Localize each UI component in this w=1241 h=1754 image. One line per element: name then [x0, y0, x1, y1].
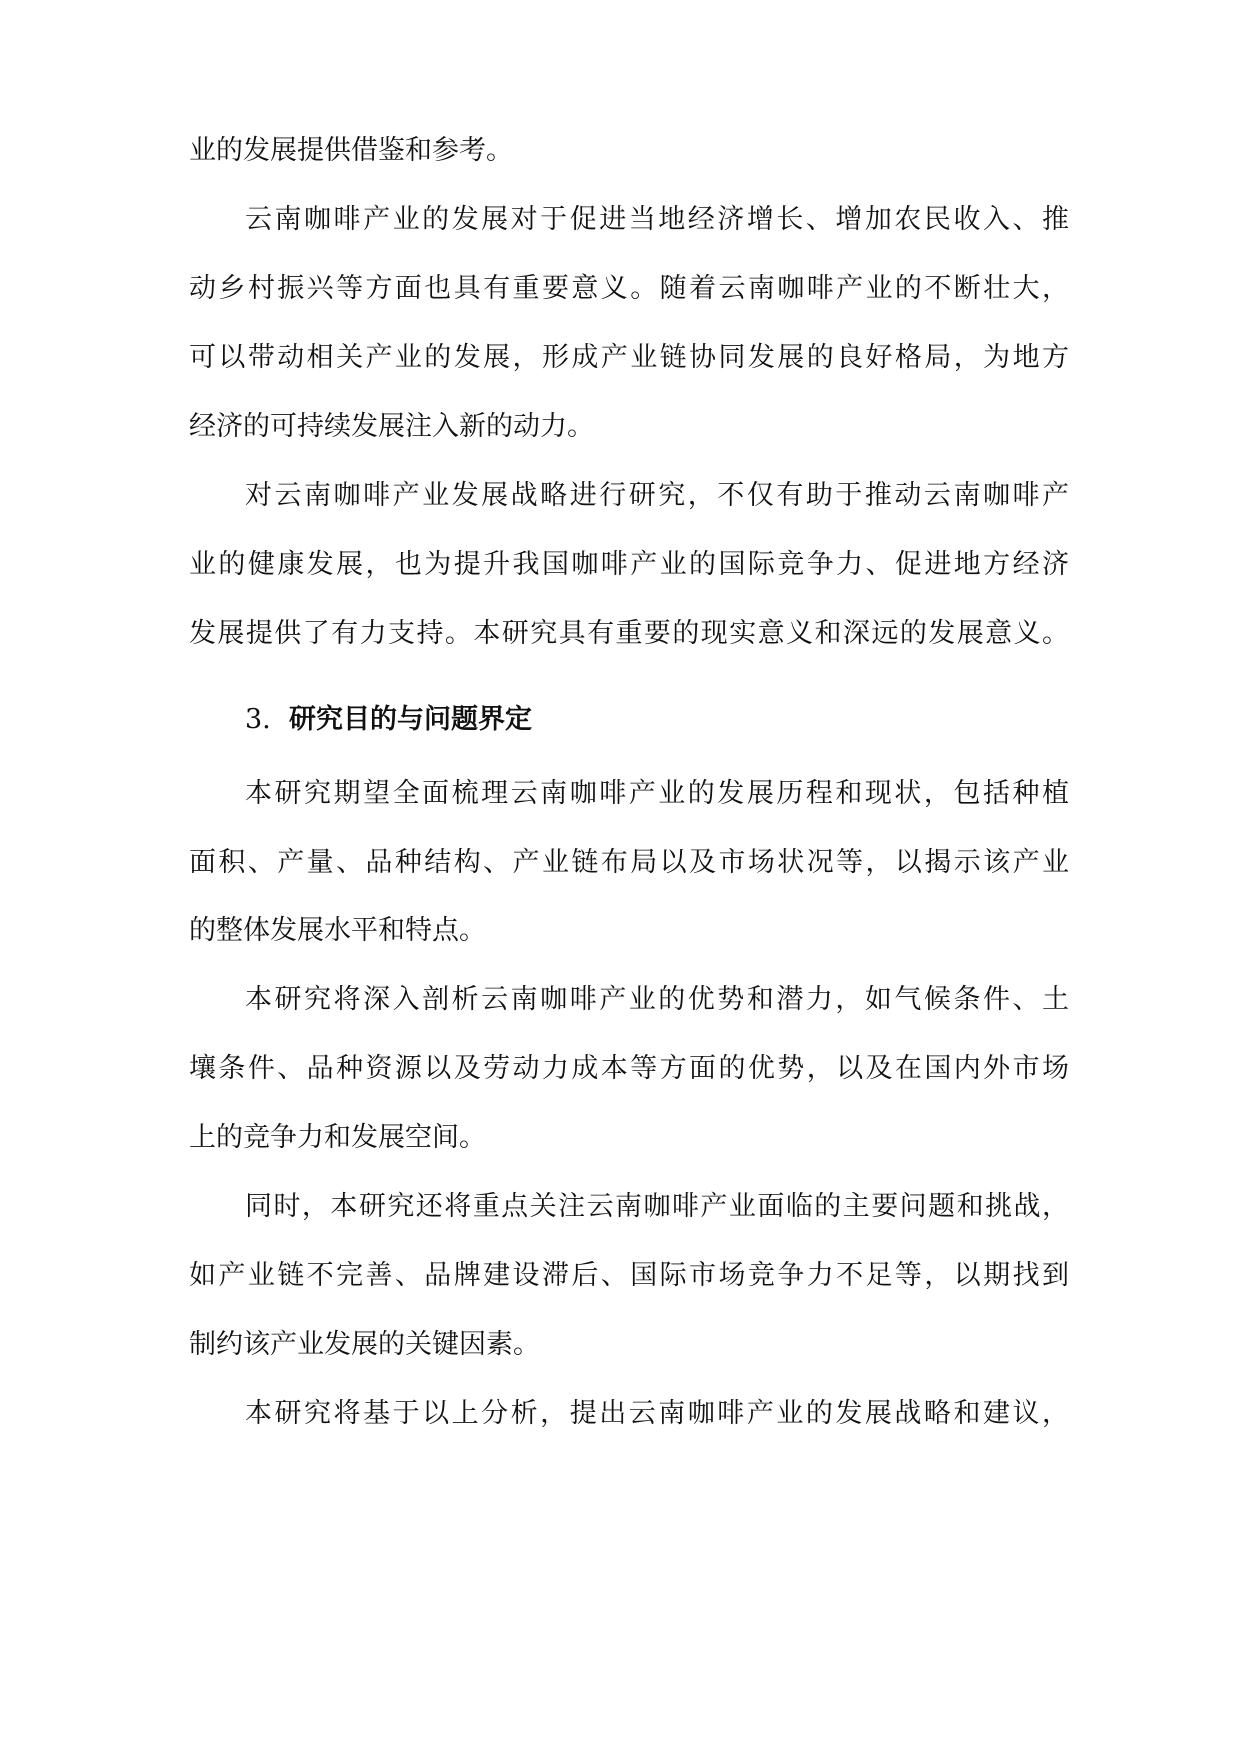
paragraph-line: 对云南咖啡产业发展战略进行研究，不仅有助于推动云南咖啡产	[245, 480, 1069, 511]
section-heading	[245, 700, 945, 740]
paragraph-line: 上的竞争力和发展空间。	[189, 1122, 486, 1153]
paragraph-line: 云南咖啡产业的发展对于促进当地经济增长、增加农民收入、推	[245, 204, 1069, 235]
paragraph-line: 业的健康发展，也为提升我国咖啡产业的国际竞争力、促进地方经济	[189, 549, 1069, 580]
paragraph-line: 动乡村振兴等方面也具有重要意义。随着云南咖啡产业的不断壮大，	[189, 273, 1069, 304]
paragraph-line: 发展提供了有力支持。本研究具有重要的现实意义和深远的发展意义。	[189, 618, 1069, 649]
section-title: 研究目的与问题界定	[289, 704, 532, 735]
paragraph-line: 制约该产业发展的关键因素。	[189, 1329, 540, 1360]
paragraph-line: 可以带动相关产业的发展，形成产业链协同发展的良好格局，为地方	[189, 342, 1069, 373]
paragraph-line: 本研究期望全面梳理云南咖啡产业的发展历程和现状，包括种植	[245, 778, 1069, 809]
paragraph-line: 本研究将基于以上分析，提出云南咖啡产业的发展战略和建议，	[245, 1398, 1069, 1429]
paragraph-line: 经济的可持续发展注入新的动力。	[189, 411, 594, 442]
paragraph-line: 的整体发展水平和特点。	[189, 915, 486, 946]
paragraph-line: 壤条件、品种资源以及劳动力成本等方面的优势，以及在国内外市场	[189, 1053, 1069, 1084]
paragraph-line: 同时，本研究还将重点关注云南咖啡产业面临的主要问题和挑战，	[245, 1191, 1069, 1222]
paragraph-line: 面积、产量、品种结构、产业链布局以及市场状况等，以揭示该产业	[189, 847, 1069, 878]
section-number: 3.	[245, 704, 271, 735]
paragraph-line: 本研究将深入剖析云南咖啡产业的优势和潜力，如气候条件、土	[245, 984, 1069, 1015]
paragraph-line: 如产业链不完善、品牌建设滞后、国际市场竞争力不足等，以期找到	[189, 1260, 1069, 1291]
paragraph-line: 业的发展提供借鉴和参考。	[189, 135, 513, 166]
